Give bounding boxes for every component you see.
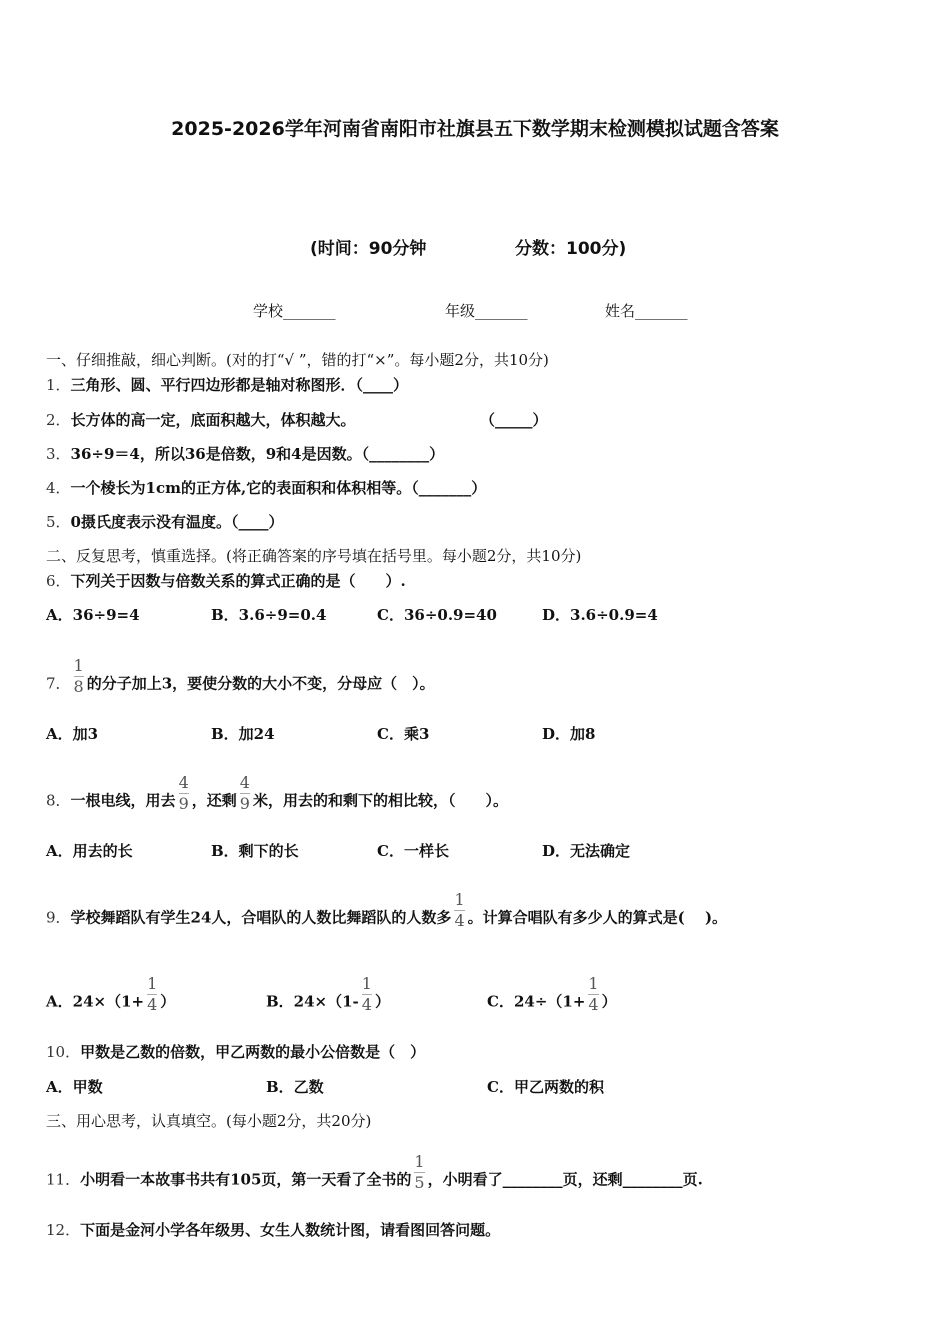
option-a: A．甲数 <box>46 1078 103 1096</box>
q-text: 甲数是乙数的倍数，甲乙两数的最小公倍数是（ ） <box>80 1043 426 1061</box>
q-text: 米，用去的和剩下的相比较，（ ）。 <box>252 791 508 810</box>
q-text: 一个棱长为1cm的正方体,它的表面积和体积相等。（_______） <box>70 479 487 497</box>
option-b: B．乙数 <box>266 1078 324 1096</box>
option-a: A．24×（1+ $\frac{1}{4}$ ） <box>46 974 176 1014</box>
question-3 <box>46 444 444 464</box>
question-5 <box>46 512 284 532</box>
exam-score: 分数：100分) <box>515 239 627 259</box>
option-c: C．一样长 <box>377 842 449 860</box>
option-c: C．24÷（1+ $\frac{1}{4}$ ） <box>487 974 617 1014</box>
option-b: B．3.6÷9=0.4 <box>211 606 327 624</box>
question-2-blank: （_____） <box>480 411 548 429</box>
q-number: 5． <box>46 513 71 531</box>
question-9 <box>46 890 728 938</box>
option-d: D．3.6÷0.9=4 <box>542 606 658 624</box>
q-text: ，还剩 <box>191 791 237 810</box>
question-7 <box>46 656 435 704</box>
q-text: 一根电线，用去 <box>70 791 176 810</box>
q-number: 11． <box>46 1170 81 1189</box>
section-1-heading: 一、仔细推敲，细心判断。(对的打“√ ”，错的打“×”。每小题2分，共10分) <box>46 351 549 369</box>
question-2 <box>46 410 356 430</box>
fraction: $\frac{4}{9}$ <box>239 773 250 813</box>
grade-field: 年级_______ <box>445 302 528 320</box>
option-a: A．加3 <box>46 725 99 743</box>
q-number: 10． <box>46 1043 81 1061</box>
question-11 <box>46 1152 703 1200</box>
page-title: 2025-2026学年河南省南阳市社旗县五下数学期末检测模拟试题含答案 <box>171 118 779 140</box>
option-c: C．乘3 <box>377 725 430 743</box>
q-number: 3． <box>46 445 71 463</box>
question-6 <box>46 571 406 591</box>
q-number: 2． <box>46 411 71 429</box>
option-b: B．24×（1- $\frac{1}{4}$ ） <box>266 974 390 1014</box>
q-number: 1． <box>46 376 71 394</box>
option-c: C．36÷0.9=40 <box>377 606 497 624</box>
option-c: C．甲乙两数的积 <box>487 1078 604 1096</box>
q-number: 8． <box>46 791 71 810</box>
q-text: 36÷9＝4，所以36是倍数，9和4是因数。（________） <box>70 445 445 463</box>
q-number: 7． <box>46 674 71 693</box>
q-text: 学校舞蹈队有学生24人，合唱队的人数比舞蹈队的人数多 <box>70 908 452 927</box>
q-number: 12． <box>46 1221 81 1239</box>
fraction: $\frac{4}{9}$ <box>178 773 189 813</box>
option-a: A．用去的长 <box>46 842 133 860</box>
section-2-heading: 二、反复思考，慎重选择。(将正确答案的序号填在括号里。每小题2分，共10分) <box>46 547 582 565</box>
q-text: 长方体的高一定，底面积越大，体积越大。 <box>70 411 356 429</box>
option-d: D．加8 <box>542 725 596 743</box>
fraction: $\frac{1}{8}$ <box>73 656 84 696</box>
fraction: $\frac{1}{4}$ <box>454 890 465 930</box>
name-field: 姓名_______ <box>605 302 688 320</box>
exam-time: (时间：90分钟 <box>310 239 427 259</box>
q-text: 下列关于因数与倍数关系的算式正确的是（ ）. <box>70 572 406 590</box>
q-number: 6． <box>46 572 71 590</box>
option-d: D．无法确定 <box>542 842 631 860</box>
option-a: A．36÷9=4 <box>46 606 140 624</box>
question-10 <box>46 1042 425 1062</box>
q-text: ，小明看了________页，还剩________页. <box>427 1170 703 1189</box>
q-text: 的分子加上3，要使分数的大小不变，分母应（ ）。 <box>86 674 435 693</box>
q-number: 4． <box>46 479 71 497</box>
question-4 <box>46 478 486 498</box>
q-text: 三角形、圆、平行四边形都是轴对称图形．（____） <box>70 376 409 394</box>
q-text: 小明看一本故事书共有105页，第一天看了全书的 <box>80 1170 412 1189</box>
option-b: B．剩下的长 <box>211 842 299 860</box>
q-text: 。计算合唱队有多少人的算式是( )。 <box>467 908 728 927</box>
q-text: 下面是金河小学各年级男、女生人数统计图，请看图回答问题。 <box>80 1221 501 1239</box>
question-12 <box>46 1220 500 1240</box>
school-field: 学校_______ <box>253 302 336 320</box>
q-text: 0摄氏度表示没有温度。（____） <box>70 513 284 531</box>
section-3-heading: 三、用心思考，认真填空。(每小题2分，共20分) <box>46 1112 372 1130</box>
q-number: 9． <box>46 908 71 927</box>
option-b: B．加24 <box>211 725 275 743</box>
question-8 <box>46 773 508 821</box>
question-1 <box>46 375 408 395</box>
fraction: $\frac{1}{5}$ <box>414 1152 425 1192</box>
